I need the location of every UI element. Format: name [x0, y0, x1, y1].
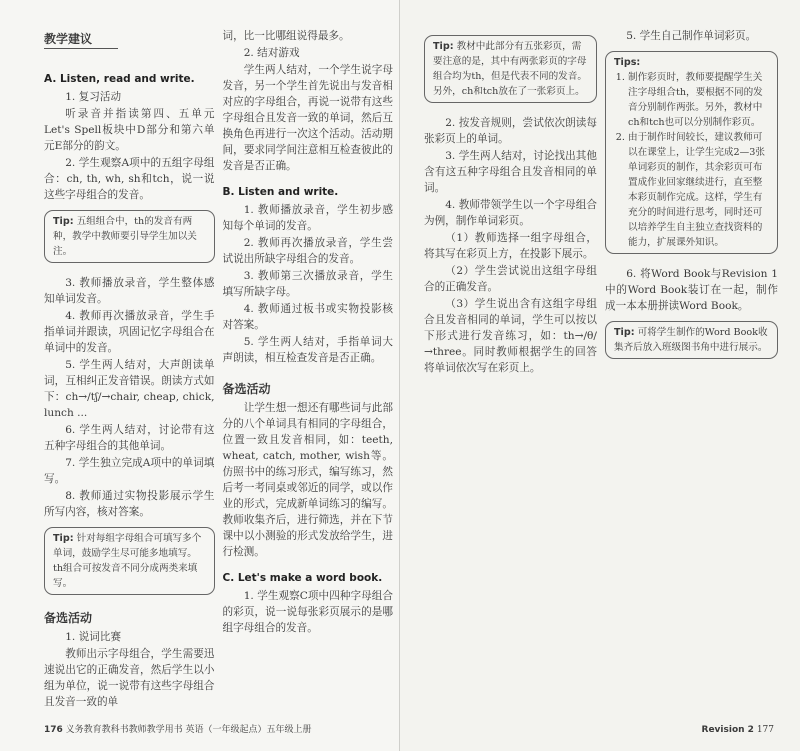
tip-box	[44, 210, 215, 263]
paragraph: 5. 学生两人结对，手指单词大声朗读，相互检查发音是否正确。	[222, 336, 393, 364]
page-number: 177	[756, 725, 774, 735]
optional-activity-heading: 备选活动	[222, 382, 271, 396]
left-columns	[44, 28, 393, 711]
page-number: 176	[44, 725, 63, 735]
tips-list	[628, 70, 769, 250]
paragraph: 6. 将Word Book与Revision 1中的Word Book装订在一起，制作成一本本册拼读Word Book。	[605, 268, 778, 312]
tips-item: 1. 制作彩页时，教师要提醒学生关注字母组合th，要根据不同的发音分别制作两张。另外，教材中ch和tch也可以分别制作彩页。	[628, 70, 769, 130]
left-footer	[44, 723, 393, 737]
left-column-1	[44, 28, 215, 711]
paragraph: 4. 教师再次播放录音，学生手指单词并跟读，巩固记忆字母组合在单词中的发音。	[44, 310, 215, 354]
paragraph: 1. 复习活动	[65, 91, 122, 103]
tip-box	[424, 35, 597, 103]
right-columns	[424, 28, 782, 711]
paragraph: （1）教师选择一组字母组合，将其写在彩页上方，在投影下展示。	[424, 232, 597, 260]
section-heading: 教学建议	[44, 30, 118, 49]
tip-text: 针对每组字母组合可填写多个单词，鼓励学生尽可能多地填写。th组合可按发音不同分成两类来填写。	[53, 533, 202, 589]
tips-label: Tips:	[614, 57, 641, 68]
paragraph: 5. 学生两人结对，大声朗读单词，互相纠正发音错误。朗读方式如下：ch→/tʃ/→chair, cheap, chick, lunch ...	[44, 359, 215, 419]
subsection-heading: B. Listen and write.	[222, 186, 339, 198]
paragraph: 6. 学生两人结对，讨论带有这五种字母组合的其他单词。	[44, 424, 215, 452]
subsection-heading: A. Listen, read and write.	[44, 73, 195, 85]
left-column-2	[223, 28, 394, 637]
tip-label: Tip:	[433, 41, 454, 52]
paragraph: 教师出示字母组合，学生需要迅速说出它的正确发音，然后学生以小组为单位，说一说带有这些字母组合且发音一致的单	[44, 648, 215, 708]
paragraph: 词，比一比哪组说得最多。	[222, 30, 350, 42]
paragraph: 2. 按发音规则，尝试依次朗读每张彩页上的单词。	[424, 117, 597, 145]
right-column-2	[605, 28, 778, 371]
paragraph: （3）学生说出含有这组字母组合且发音相同的单词，学生可以按以下形式进行发音练习，如：th→/θ/→three。同时教师根据学生的回答将单词依次写在彩页上。	[424, 298, 597, 374]
tip-label: Tip:	[53, 216, 74, 227]
tip-text: 教材中此部分有五张彩页，需要注意的是，其中有两张彩页的字母组合均为th，但是代表不同的发音。另外，ch和tch放在了一张彩页上。	[433, 41, 587, 97]
paragraph: 学生两人结对，一个学生说字母发音，另一个学生首先说出与发音相对应的字母组合，再说一说带有这些字母组合且发音一致的单词，然后互换角色再进行一次这个活动。活动期间，要求同学间注意相互检查彼此的发音是否正确。	[222, 64, 393, 172]
tip-label: Tip:	[53, 533, 74, 544]
paragraph: 3. 教师播放录音，学生整体感知单词发音。	[44, 277, 215, 305]
unit-label: Revision 2	[701, 725, 754, 735]
subsection-heading: C. Let's make a word book.	[222, 572, 383, 584]
paragraph: 2. 结对游戏	[243, 47, 300, 59]
optional-activity-heading: 备选活动	[44, 611, 93, 625]
paragraph: 1. 说词比赛	[65, 631, 122, 643]
paragraph: 5. 学生自己制作单词彩页。	[626, 30, 757, 42]
paragraph: 2. 教师再次播放录音，学生尝试说出所缺字母组合的发音。	[222, 237, 393, 265]
tip-label: Tip:	[614, 327, 635, 338]
right-page	[400, 0, 800, 751]
paragraph: 2. 学生观察A项中的五组字母组合：ch, th, wh, sh和tch，说一说这些字母组合的发音。	[44, 157, 215, 201]
book-title: 义务教育教科书教师教学用书 英语（一年级起点）五年级上册	[65, 725, 312, 735]
paragraph: 4. 教师带领学生以一个字母组合为例，制作单词彩页。	[424, 199, 597, 227]
paragraph: 8. 教师通过实物投影展示学生所写内容，核对答案。	[44, 490, 215, 518]
paragraph: （2）学生尝试说出这组字母组合的正确发音。	[424, 265, 597, 293]
tips-box	[605, 51, 778, 254]
paragraph: 4. 教师通过板书或实物投影核对答案。	[222, 303, 393, 331]
paragraph: 1. 教师播放录音，学生初步感知每个单词的发音。	[222, 204, 393, 232]
tip-box	[605, 321, 778, 359]
tip-box	[44, 527, 215, 595]
right-footer	[424, 723, 782, 737]
paragraph: 3. 学生两人结对，讨论找出其他含有这五种字母组合且发音相同的单词。	[424, 150, 597, 194]
paragraph: 听录音并指读第四、五单元Let's Spell板块中D部分和第六单元E部分的韵文。	[44, 108, 215, 152]
tip-text: 五组组合中，th的发音有两种，教学中教师要引导学生加以关注。	[53, 216, 197, 257]
tips-item: 2. 由于制作时间较长，建议教师可以在课堂上，让学生完成2—3张单词彩页的制作，其余彩页可布置成作业回家继续进行，直至整本彩页制作完成。这样，学生有充分的时间进行思考，同时还可以培养学生自主独立查找资料的能力，扩展课外知识。	[628, 130, 769, 250]
paragraph: 1. 学生观察C项中四种字母组合的彩页，说一说每张彩页展示的是哪组字母组合的发音。	[222, 590, 393, 634]
paragraph: 7. 学生独立完成A项中的单词填写。	[44, 457, 215, 485]
paragraph: 3. 教师第三次播放录音，学生填写所缺字母。	[222, 270, 393, 298]
paragraph: 让学生想一想还有哪些词与此部分的八个单词具有相同的字母组合，位置一致且发音相同，如：teeth, wheat, catch, mother, wish等。仿照书中的练习形式，编写练习，然后考一考同桌或邻近的同学，或以作业的形式，完成新单词练习的编写。教师收集齐后，进行筛选，并在下节课中以小测验的形式发放给学生，进行检测。	[222, 402, 393, 558]
right-column-1	[424, 28, 597, 377]
tip-text: 可将学生制作的Word Book收集齐后放入班级图书角中进行展示。	[614, 327, 768, 353]
